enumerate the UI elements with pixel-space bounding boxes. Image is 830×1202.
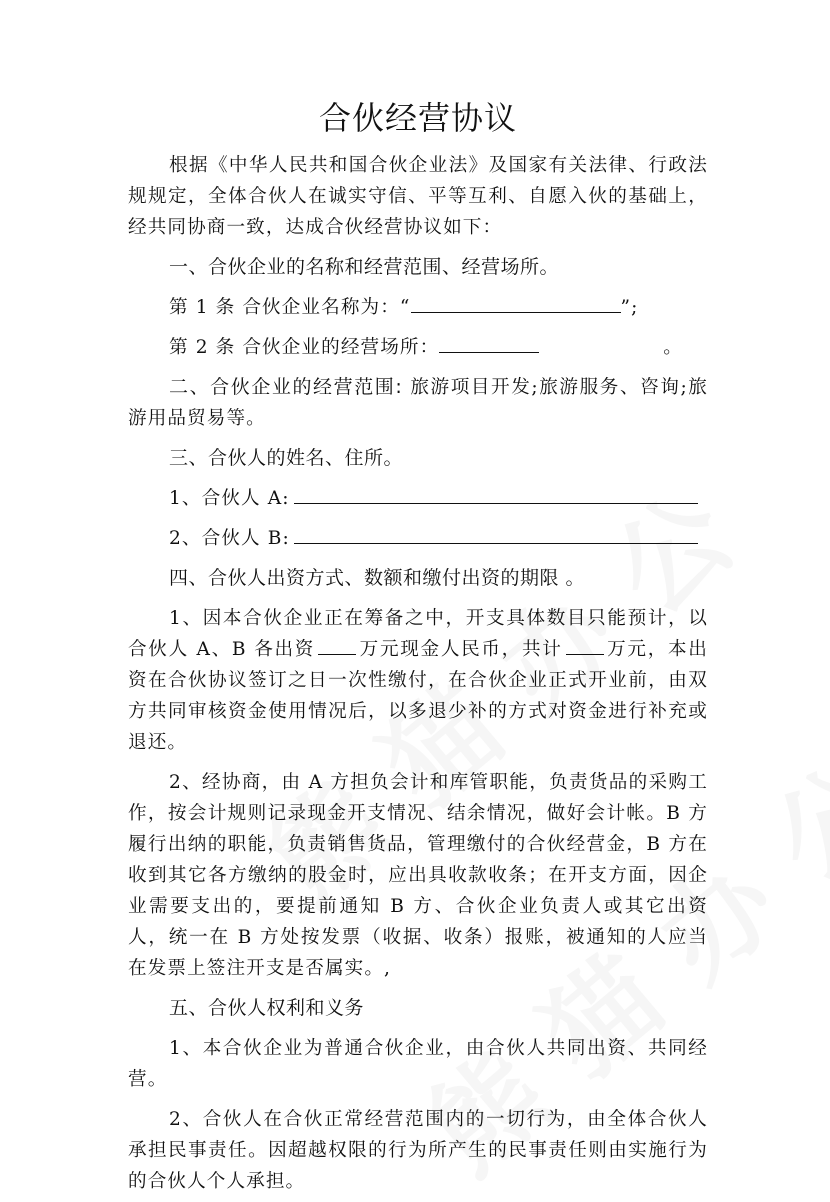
section-5-paragraph-1: 1、本合伙企业为普通合伙企业，由合伙人共同出资、共同经营。 xyxy=(128,1038,708,1090)
partner-a-blank xyxy=(294,483,698,504)
article-2-end: 。 xyxy=(663,337,683,358)
section-4-p1-part-a: 1、因本合伙企业正在筹备之中，开支具体数目只能预计，以合伙人 A、B 各出资 xyxy=(128,608,708,660)
contribution-each-blank xyxy=(318,634,356,655)
section-4-p1-part-b: 万元现金人民币，共计 xyxy=(359,639,563,660)
business-place-blank xyxy=(439,332,539,353)
section-1-heading: 一、合伙企业的名称和经营范围、经营场所。 xyxy=(169,256,560,278)
document-page xyxy=(128,94,708,1197)
article-2 xyxy=(128,332,708,363)
section-4-paragraph-1 xyxy=(128,603,708,758)
section-3-heading: 三、合伙人的姓名、住所。 xyxy=(169,447,404,469)
section-4-paragraph-2: 2、经协商，由 A 方担负会计和库管职能，负责货品的采购工作，按会计规则记录现金开支情况、结余情况，做好会计帐。B 方履行出纳的职能，负责销售货品，管理缴付的合伙经营金，B 方在收到其它各方缴纳的股金时，应出具收款收条；在开支方面，因企业需要支出的，要提前通知 B 方、合伙企业负责人或其它出资人，统一在 B 方处按发票（收据、收条）报账，被通知的人应当在发票上签注开支是否属实。, xyxy=(128,772,708,979)
partner-b-line xyxy=(128,523,708,554)
article-1 xyxy=(128,292,708,323)
section-5-heading: 五、合伙人权利和义务 xyxy=(169,997,365,1019)
article-1-end: ”; xyxy=(620,297,639,318)
partner-b-blank xyxy=(294,523,698,544)
section-2-text: 旅游项目开发;旅游服务、咨询;旅游用品贸易等。 xyxy=(128,377,708,429)
partner-b-label: 2、合伙人 B: xyxy=(169,528,290,549)
article-1-label: 第 1 条 合伙企业名称为：“ xyxy=(169,297,411,318)
partner-a-line xyxy=(128,483,708,514)
company-name-blank xyxy=(411,292,621,313)
document-title: 合伙经营协议 xyxy=(318,99,517,137)
partner-a-label: 1、合伙人 A: xyxy=(169,488,290,509)
article-2-label: 第 2 条 合伙企业的经营场所： xyxy=(169,337,440,358)
section-4-heading: 四、合伙人出资方式、数额和缴付出资的期限 。 xyxy=(169,567,586,589)
section-4-p1-part-c: 万元，本出资在合伙协议签订之日一次性缴付，在合伙企业正式开业前，由双方共同审核资金使用情况后，以多退少补的方式对资金进行补充或退还。 xyxy=(128,639,708,753)
section-2 xyxy=(128,372,708,434)
section-5-paragraph-2: 2、合伙人在合伙正常经营范围内的一切行为，由全体合伙人承担民事责任。因超越权限的行为所产生的民事责任则由实施行为的合伙人个人承担。 xyxy=(128,1109,708,1192)
section-2-heading: 二、合伙企业的经营范围: xyxy=(169,376,403,398)
intro-paragraph: 根据《中华人民共和国合伙企业法》及国家有关法律、行政法规规定，全体合伙人在诚实守信、平等互利、自愿入伙的基础上，经共同协商一致，达成合伙经营协议如下： xyxy=(128,155,708,238)
contribution-total-blank xyxy=(566,634,604,655)
